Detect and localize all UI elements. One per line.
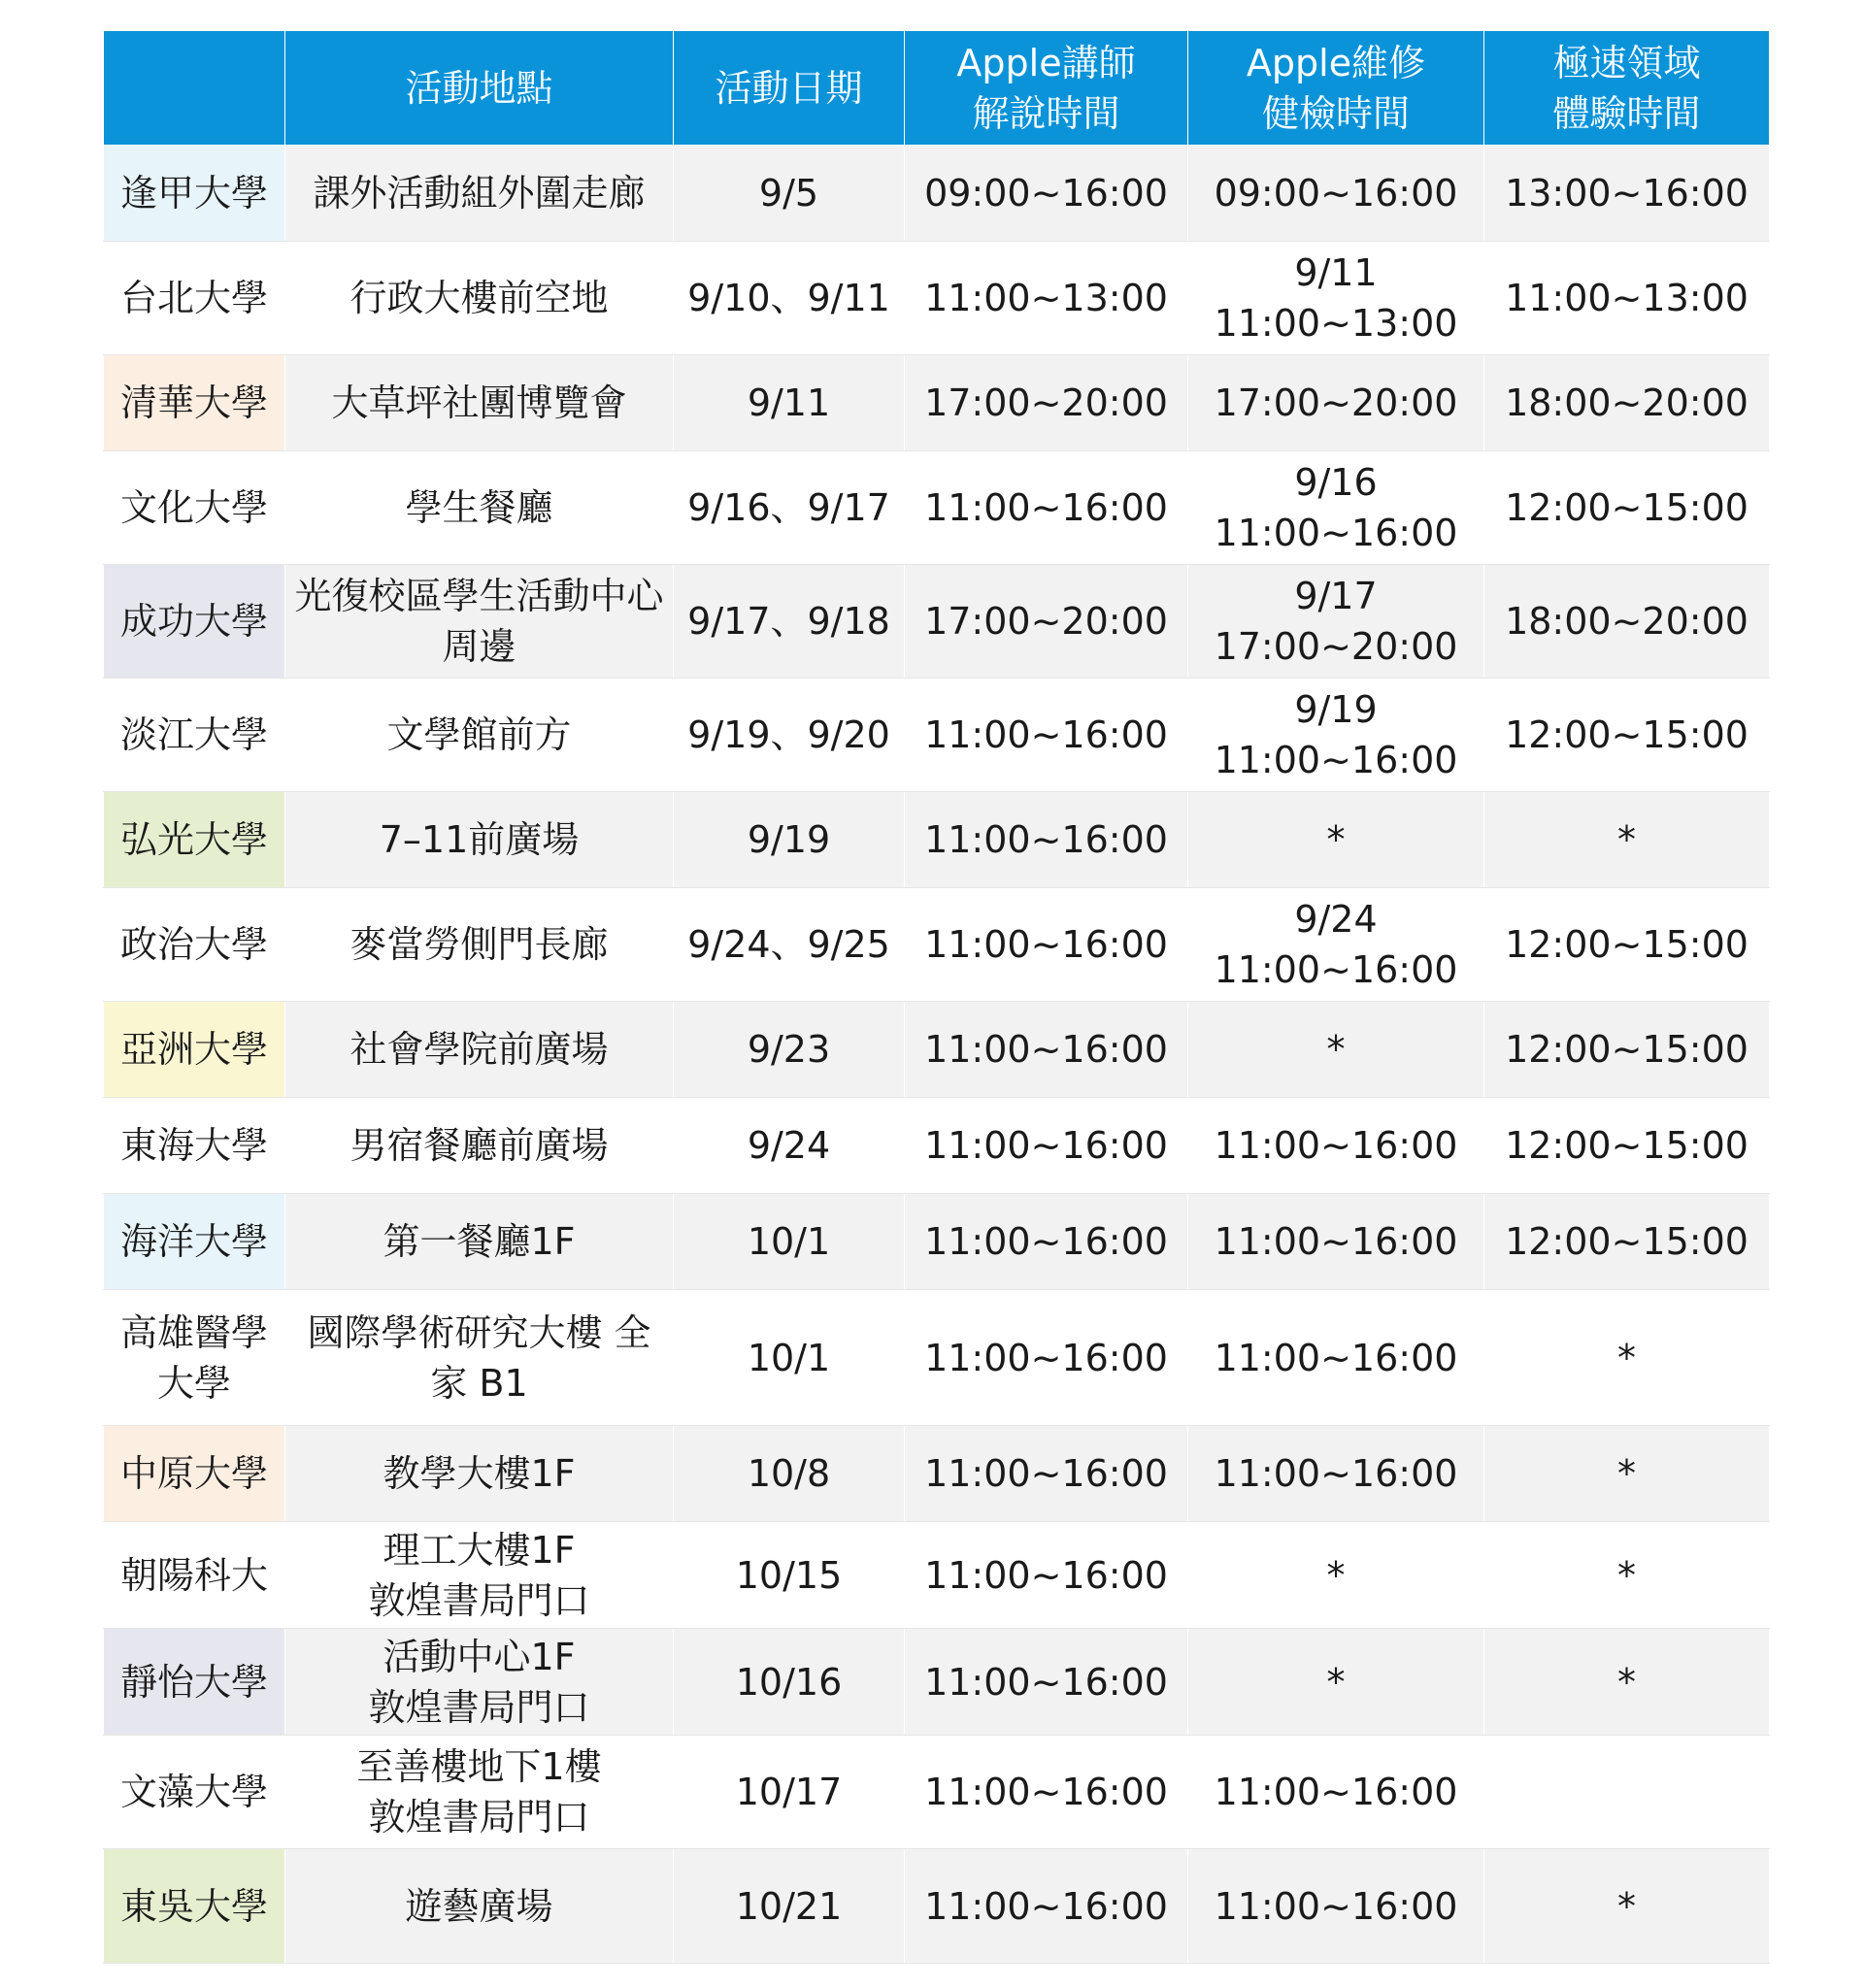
table-row bbox=[104, 888, 1770, 1002]
header-lecture-time: Apple講師 解說時間 bbox=[905, 31, 1188, 146]
date-cell-text: 9/24 bbox=[747, 1124, 831, 1167]
experience-time-cell bbox=[1484, 242, 1770, 355]
header-date: 活動日期 bbox=[674, 31, 905, 146]
date-cell bbox=[674, 888, 905, 1002]
repair-time-cell-text: 9/11 11:00~13:00 bbox=[1214, 251, 1458, 345]
school-cell bbox=[104, 1736, 285, 1849]
location-cell-text: 行政大樓前空地 bbox=[350, 277, 609, 319]
location-cell-text: 7–11前廣場 bbox=[379, 818, 580, 861]
date-cell bbox=[674, 792, 905, 888]
lecture-time-cell-text: 11:00~16:00 bbox=[924, 1028, 1168, 1071]
date-cell-text: 9/10、9/11 bbox=[687, 277, 890, 319]
location-cell-text: 大草坪社團博覽會 bbox=[331, 381, 627, 424]
repair-time-cell-text: * bbox=[1326, 1028, 1346, 1071]
location-cell-text: 理工大樓1F 敦煌書局門口 bbox=[368, 1528, 590, 1622]
school-cell bbox=[104, 1426, 285, 1522]
experience-time-cell bbox=[1484, 888, 1770, 1002]
header-repair-time: Apple維修 健檢時間 bbox=[1188, 31, 1484, 146]
repair-time-cell bbox=[1188, 1849, 1484, 1964]
location-cell bbox=[285, 146, 674, 242]
experience-time-cell bbox=[1484, 792, 1770, 888]
table-row bbox=[104, 451, 1770, 565]
table-row bbox=[104, 565, 1770, 679]
school-cell bbox=[104, 242, 285, 355]
location-cell-text: 至善樓地下1樓 敦煌書局門口 bbox=[356, 1745, 602, 1839]
experience-time-cell-text: 12:00~15:00 bbox=[1505, 1028, 1748, 1071]
table-body bbox=[104, 146, 1770, 1964]
lecture-time-cell bbox=[905, 146, 1188, 242]
lecture-time-cell bbox=[905, 1426, 1188, 1522]
location-cell-text: 教學大樓1F bbox=[383, 1452, 576, 1495]
school-cell bbox=[104, 146, 285, 242]
lecture-time-cell-text: 11:00~16:00 bbox=[924, 1452, 1168, 1495]
experience-time-cell-text: 13:00~16:00 bbox=[1505, 172, 1748, 215]
table-row bbox=[104, 1290, 1770, 1426]
date-cell bbox=[674, 355, 905, 451]
lecture-time-cell-text: 11:00~16:00 bbox=[924, 818, 1168, 861]
repair-time-cell-text: 11:00~16:00 bbox=[1214, 1336, 1458, 1379]
school-cell bbox=[104, 792, 285, 888]
school-cell-text: 靜怡大學 bbox=[119, 1660, 268, 1704]
lecture-time-cell bbox=[905, 1522, 1188, 1629]
school-cell bbox=[104, 1522, 285, 1629]
table-row bbox=[104, 792, 1770, 888]
date-cell bbox=[674, 1290, 905, 1426]
experience-time-cell-text: 18:00~20:00 bbox=[1505, 381, 1748, 424]
date-cell bbox=[674, 1002, 905, 1098]
location-cell-text: 國際學術研究大樓 全 家 B1 bbox=[307, 1310, 651, 1405]
school-cell-text: 成功大學 bbox=[119, 600, 268, 643]
location-cell-text: 第一餐廳1F bbox=[383, 1220, 576, 1263]
repair-time-cell-text: 9/16 11:00~16:00 bbox=[1214, 461, 1458, 554]
lecture-time-cell-text: 11:00~16:00 bbox=[924, 1220, 1168, 1263]
date-cell bbox=[674, 565, 905, 679]
location-cell bbox=[285, 1522, 674, 1629]
location-cell-text: 活動中心1F 敦煌書局門口 bbox=[368, 1635, 590, 1729]
date-cell-text: 9/11 bbox=[747, 381, 831, 424]
repair-time-cell bbox=[1188, 451, 1484, 565]
date-cell-text: 9/23 bbox=[747, 1028, 831, 1071]
location-cell bbox=[285, 242, 674, 355]
date-cell-text: 10/16 bbox=[735, 1660, 843, 1704]
lecture-time-cell bbox=[905, 792, 1188, 888]
experience-time-cell bbox=[1484, 1002, 1770, 1098]
lecture-time-cell-text: 17:00~20:00 bbox=[924, 600, 1168, 643]
date-cell bbox=[674, 1736, 905, 1849]
location-cell-text: 社會學院前廣場 bbox=[350, 1028, 609, 1071]
location-cell-text: 光復校區學生活動中心 周邊 bbox=[294, 575, 664, 668]
date-cell-text: 10/17 bbox=[735, 1771, 843, 1813]
school-cell-text: 朝陽科大 bbox=[119, 1553, 268, 1597]
location-cell bbox=[285, 792, 674, 888]
location-cell bbox=[285, 1290, 674, 1426]
date-cell bbox=[674, 1194, 905, 1290]
lecture-time-cell bbox=[905, 1629, 1188, 1736]
school-cell-text: 弘光大學 bbox=[119, 818, 268, 861]
repair-time-cell-text: 9/17 17:00~20:00 bbox=[1214, 575, 1458, 668]
experience-time-cell bbox=[1484, 1629, 1770, 1736]
school-cell-text: 東吳大學 bbox=[119, 1884, 268, 1928]
lecture-time-cell bbox=[905, 242, 1188, 355]
lecture-time-cell-text: 11:00~16:00 bbox=[924, 1771, 1168, 1813]
table-row bbox=[104, 1629, 1770, 1736]
location-cell-text: 男宿餐廳前廣場 bbox=[350, 1124, 609, 1167]
date-cell-text: 9/19 bbox=[747, 818, 831, 861]
experience-time-cell-text: 18:00~20:00 bbox=[1505, 600, 1748, 643]
table-row bbox=[104, 355, 1770, 451]
repair-time-cell bbox=[1188, 1736, 1484, 1849]
lecture-time-cell bbox=[905, 1849, 1188, 1964]
repair-time-cell bbox=[1188, 355, 1484, 451]
school-cell bbox=[104, 1849, 285, 1964]
location-cell-text: 麥當勞側門長廊 bbox=[350, 923, 609, 966]
experience-time-cell bbox=[1484, 355, 1770, 451]
table-row bbox=[104, 1736, 1770, 1849]
experience-time-cell bbox=[1484, 1736, 1770, 1849]
experience-time-cell-text: 12:00~15:00 bbox=[1505, 923, 1748, 966]
repair-time-cell bbox=[1188, 1426, 1484, 1522]
date-cell bbox=[674, 1098, 905, 1194]
location-cell bbox=[285, 565, 674, 679]
repair-time-cell-text: 9/19 11:00~16:00 bbox=[1214, 688, 1458, 781]
school-cell-text: 淡江大學 bbox=[119, 713, 268, 756]
experience-time-cell-text: * bbox=[1617, 1336, 1636, 1379]
school-cell bbox=[104, 1098, 285, 1194]
experience-time-cell-text: 12:00~15:00 bbox=[1505, 1220, 1748, 1263]
experience-time-cell bbox=[1484, 146, 1770, 242]
location-cell bbox=[285, 1426, 674, 1522]
date-cell-text: 9/17、9/18 bbox=[687, 600, 890, 643]
school-cell-text: 政治大學 bbox=[119, 923, 268, 966]
location-cell bbox=[285, 355, 674, 451]
repair-time-cell-text: * bbox=[1326, 1553, 1346, 1597]
repair-time-cell bbox=[1188, 792, 1484, 888]
date-cell bbox=[674, 1849, 905, 1964]
date-cell-text: 10/1 bbox=[747, 1336, 831, 1379]
repair-time-cell bbox=[1188, 888, 1484, 1002]
date-cell-text: 10/1 bbox=[747, 1220, 831, 1263]
lecture-time-cell bbox=[905, 888, 1188, 1002]
table-row bbox=[104, 242, 1770, 355]
school-cell bbox=[104, 888, 285, 1002]
lecture-time-cell-text: 09:00~16:00 bbox=[924, 172, 1168, 215]
location-cell-text: 學生餐廳 bbox=[405, 486, 553, 529]
date-cell bbox=[674, 146, 905, 242]
school-cell bbox=[104, 1290, 285, 1426]
school-cell bbox=[104, 1194, 285, 1290]
experience-time-cell bbox=[1484, 1290, 1770, 1426]
repair-time-cell bbox=[1188, 679, 1484, 792]
repair-time-cell-text: * bbox=[1326, 1660, 1346, 1704]
table-row bbox=[104, 679, 1770, 792]
lecture-time-cell bbox=[905, 1098, 1188, 1194]
table-row bbox=[104, 146, 1770, 242]
repair-time-cell bbox=[1188, 565, 1484, 679]
lecture-time-cell-text: 11:00~16:00 bbox=[924, 713, 1168, 756]
location-cell bbox=[285, 1736, 674, 1849]
school-cell-text: 逢甲大學 bbox=[119, 172, 268, 215]
school-cell bbox=[104, 451, 285, 565]
school-cell bbox=[104, 679, 285, 792]
repair-time-cell bbox=[1188, 1290, 1484, 1426]
repair-time-cell bbox=[1188, 242, 1484, 355]
table-row bbox=[104, 1426, 1770, 1522]
repair-time-cell-text: 9/24 11:00~16:00 bbox=[1214, 898, 1458, 991]
repair-time-cell bbox=[1188, 1098, 1484, 1194]
date-cell-text: 9/16、9/17 bbox=[687, 486, 890, 529]
experience-time-cell bbox=[1484, 451, 1770, 565]
school-cell bbox=[104, 565, 285, 679]
repair-time-cell-text: 11:00~16:00 bbox=[1214, 1220, 1458, 1263]
table-row bbox=[104, 1522, 1770, 1629]
date-cell-text: 10/8 bbox=[747, 1452, 831, 1495]
location-cell-text: 課外活動組外圍走廊 bbox=[313, 172, 646, 215]
date-cell bbox=[674, 1629, 905, 1736]
experience-time-cell-text: 12:00~15:00 bbox=[1505, 486, 1748, 529]
header-school bbox=[104, 31, 285, 146]
header-location: 活動地點 bbox=[285, 31, 674, 146]
location-cell-text: 文學館前方 bbox=[386, 713, 572, 756]
table-header-row bbox=[104, 31, 1770, 146]
experience-time-cell-text: * bbox=[1617, 1660, 1636, 1704]
table-row bbox=[104, 1849, 1770, 1964]
lecture-time-cell-text: 11:00~16:00 bbox=[924, 1124, 1168, 1167]
lecture-time-cell-text: 11:00~13:00 bbox=[924, 277, 1168, 319]
lecture-time-cell bbox=[905, 679, 1188, 792]
table-row bbox=[104, 1194, 1770, 1290]
school-cell-text: 文藻大學 bbox=[119, 1771, 268, 1813]
experience-time-cell bbox=[1484, 1522, 1770, 1629]
date-cell-text: 9/5 bbox=[758, 172, 819, 215]
repair-time-cell-text: * bbox=[1326, 818, 1346, 861]
lecture-time-cell-text: 11:00~16:00 bbox=[924, 486, 1168, 529]
school-cell-text: 中原大學 bbox=[119, 1452, 268, 1495]
location-cell bbox=[285, 888, 674, 1002]
experience-time-cell bbox=[1484, 1098, 1770, 1194]
lecture-time-cell-text: 11:00~16:00 bbox=[924, 1660, 1168, 1704]
date-cell bbox=[674, 1522, 905, 1629]
experience-time-cell-text: * bbox=[1617, 1452, 1636, 1495]
experience-time-cell-text: 11:00~13:00 bbox=[1505, 277, 1748, 319]
lecture-time-cell-text: 11:00~16:00 bbox=[924, 1336, 1168, 1379]
lecture-time-cell bbox=[905, 565, 1188, 679]
location-cell bbox=[285, 1098, 674, 1194]
lecture-time-cell bbox=[905, 1194, 1188, 1290]
lecture-time-cell bbox=[905, 451, 1188, 565]
date-cell-text: 10/15 bbox=[735, 1553, 843, 1597]
location-cell bbox=[285, 1849, 674, 1964]
experience-time-cell-text: * bbox=[1617, 1553, 1636, 1597]
repair-time-cell bbox=[1188, 1522, 1484, 1629]
school-cell bbox=[104, 1629, 285, 1736]
location-cell bbox=[285, 1194, 674, 1290]
experience-time-cell bbox=[1484, 679, 1770, 792]
repair-time-cell-text: 17:00~20:00 bbox=[1214, 381, 1458, 424]
lecture-time-cell-text: 11:00~16:00 bbox=[924, 1553, 1168, 1597]
date-cell-text: 9/19、9/20 bbox=[687, 713, 890, 756]
date-cell bbox=[674, 1426, 905, 1522]
lecture-time-cell bbox=[905, 1736, 1188, 1849]
location-cell bbox=[285, 451, 674, 565]
experience-time-cell bbox=[1484, 565, 1770, 679]
date-cell-text: 9/24、9/25 bbox=[687, 923, 890, 966]
school-cell bbox=[104, 1002, 285, 1098]
experience-time-cell bbox=[1484, 1194, 1770, 1290]
table-row bbox=[104, 1098, 1770, 1194]
repair-time-cell-text: 11:00~16:00 bbox=[1214, 1452, 1458, 1495]
school-cell-text: 海洋大學 bbox=[119, 1220, 268, 1263]
experience-time-cell-text: * bbox=[1617, 1884, 1636, 1928]
school-cell-text: 東海大學 bbox=[119, 1124, 268, 1167]
lecture-time-cell bbox=[905, 1002, 1188, 1098]
experience-time-cell bbox=[1484, 1849, 1770, 1964]
date-cell-text: 10/21 bbox=[735, 1884, 843, 1928]
table-row bbox=[104, 1002, 1770, 1098]
event-schedule-table bbox=[103, 30, 1770, 1964]
lecture-time-cell bbox=[905, 355, 1188, 451]
repair-time-cell-text: 11:00~16:00 bbox=[1214, 1771, 1458, 1813]
lecture-time-cell-text: 17:00~20:00 bbox=[924, 381, 1168, 424]
repair-time-cell bbox=[1188, 1629, 1484, 1736]
school-cell bbox=[104, 355, 285, 451]
date-cell bbox=[674, 679, 905, 792]
location-cell bbox=[285, 1629, 674, 1736]
school-cell-text: 清華大學 bbox=[119, 381, 268, 424]
repair-time-cell bbox=[1188, 146, 1484, 242]
lecture-time-cell-text: 11:00~16:00 bbox=[924, 1884, 1168, 1928]
header-experience-time: 極速領域 體驗時間 bbox=[1484, 31, 1770, 146]
location-cell bbox=[285, 679, 674, 792]
experience-time-cell bbox=[1484, 1426, 1770, 1522]
experience-time-cell-text: * bbox=[1617, 818, 1636, 861]
repair-time-cell-text: 11:00~16:00 bbox=[1214, 1884, 1458, 1928]
location-cell bbox=[285, 1002, 674, 1098]
school-cell-text: 高雄醫學 大學 bbox=[119, 1310, 268, 1405]
repair-time-cell bbox=[1188, 1194, 1484, 1290]
date-cell bbox=[674, 242, 905, 355]
repair-time-cell-text: 11:00~16:00 bbox=[1214, 1124, 1458, 1167]
repair-time-cell bbox=[1188, 1002, 1484, 1098]
date-cell bbox=[674, 451, 905, 565]
experience-time-cell-text: 12:00~15:00 bbox=[1505, 713, 1748, 756]
lecture-time-cell-text: 11:00~16:00 bbox=[924, 923, 1168, 966]
experience-time-cell-text: 12:00~15:00 bbox=[1505, 1124, 1748, 1167]
school-cell-text: 台北大學 bbox=[119, 277, 268, 319]
repair-time-cell-text: 09:00~16:00 bbox=[1214, 172, 1458, 215]
location-cell-text: 遊藝廣場 bbox=[405, 1884, 553, 1928]
school-cell-text: 文化大學 bbox=[119, 486, 268, 529]
lecture-time-cell bbox=[905, 1290, 1188, 1426]
school-cell-text: 亞洲大學 bbox=[119, 1028, 268, 1071]
